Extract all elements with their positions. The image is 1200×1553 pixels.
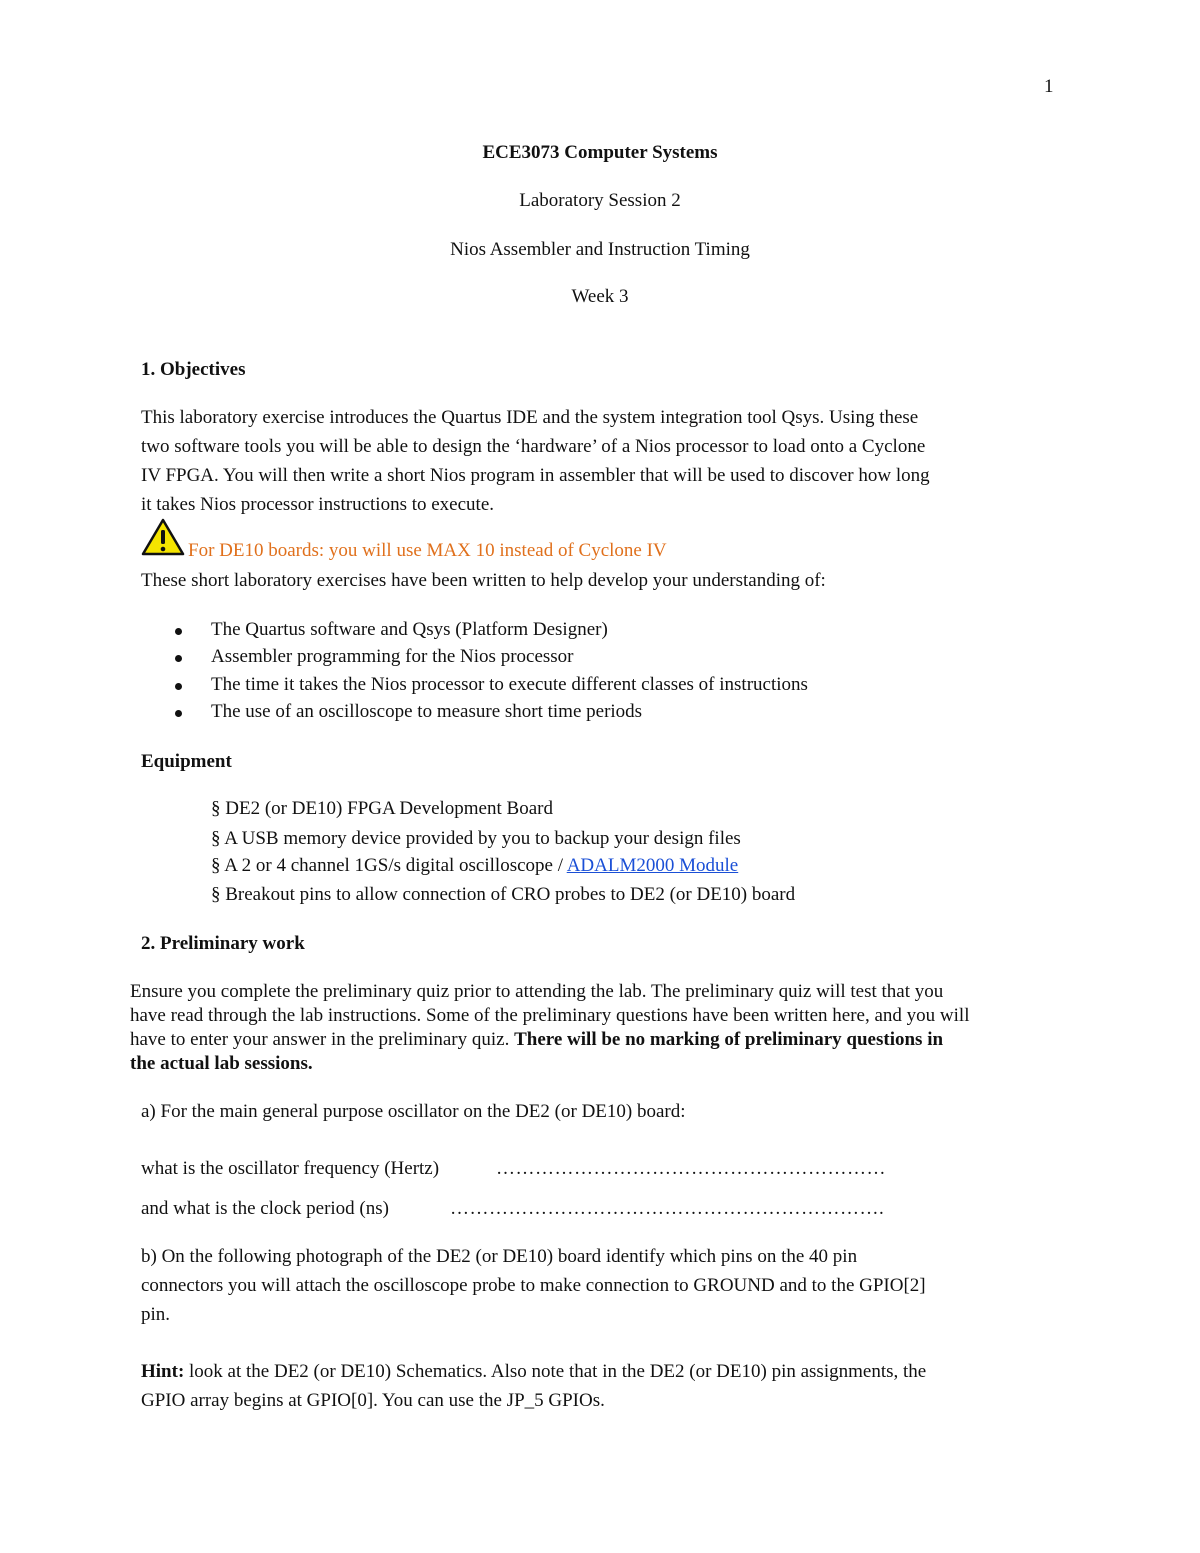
list-item: The time it takes the Nios processor to execute different classes of instructions xyxy=(211,674,808,695)
period-label: and what is the clock period (ns) xyxy=(141,1198,389,1219)
week-label: Week 3 xyxy=(571,286,629,307)
preliminary-bold-note-2: the actual lab sessions. xyxy=(130,1053,313,1074)
preliminary-line-3 xyxy=(130,1029,943,1051)
list-item: The Quartus software and Qsys (Platform Designer) xyxy=(211,619,608,640)
bullet-dot xyxy=(175,683,182,690)
preliminary-bold-note: There will be no marking of preliminary questions in xyxy=(514,1029,944,1050)
hint-text-1: look at the DE2 (or DE10) Schematics. Also note that in the DE2 (or DE10) pin assignments, the xyxy=(184,1361,927,1382)
equipment-item xyxy=(211,855,738,877)
session-title: Laboratory Session 2 xyxy=(519,190,681,211)
question-b-line-3: pin. xyxy=(141,1304,171,1325)
equipment-item: § Breakout pins to allow connection of CRO probes to DE2 (or DE10) board xyxy=(211,884,796,905)
hint-label: Hint: xyxy=(141,1361,185,1382)
bullet-dot xyxy=(175,710,182,717)
preliminary-line-1: Ensure you complete the preliminary quiz prior to attending the lab. The preliminary quiz will test that you xyxy=(130,981,944,1002)
preliminary-line-2: have read through the lab instructions. Some of the preliminary questions have been written here, and you will xyxy=(130,1005,970,1026)
question-a: a) For the main general purpose oscillator on the DE2 (or DE10) board: xyxy=(141,1101,686,1122)
objectives-intro: These short laboratory exercises have been written to help develop your understanding of: xyxy=(141,570,826,591)
page-number: 1 xyxy=(1044,76,1054,97)
course-title: ECE3073 Computer Systems xyxy=(482,142,718,163)
bullet-dot xyxy=(175,628,182,635)
objectives-line-2: two software tools you will be able to design the ‘hardware’ of a Nios processor to load onto a Cyclone xyxy=(141,436,926,457)
preliminary-line-3-text: have to enter your answer in the preliminary quiz. xyxy=(130,1029,515,1050)
objectives-heading: 1. Objectives xyxy=(141,359,246,380)
hint-line-2: GPIO array begins at GPIO[0]. You can use the JP_5 GPIOs. xyxy=(141,1390,605,1411)
topic-title: Nios Assembler and Instruction Timing xyxy=(450,239,750,260)
adalm2000-link[interactable]: ADALM2000 Module xyxy=(566,855,739,876)
objectives-line-1: This laboratory exercise introduces the Quartus IDE and the system integration tool Qsys. Using these xyxy=(141,407,919,428)
list-item: The use of an oscilloscope to measure short time periods xyxy=(211,701,643,722)
period-answer-blank[interactable]: …………………………………………………………. xyxy=(450,1198,885,1219)
equipment-item-text: § A 2 or 4 channel 1GS/s digital oscilloscope / xyxy=(211,855,567,876)
warning-icon xyxy=(140,517,186,557)
question-b-line-2: connectors you will attach the oscilloscope probe to make connection to GROUND and to the GPIO[2] xyxy=(141,1275,926,1296)
equipment-item: § A USB memory device provided by you to backup your design files xyxy=(211,828,741,849)
bullet-dot xyxy=(175,655,182,662)
frequency-answer-blank[interactable]: …………………………………………………… xyxy=(496,1158,886,1179)
question-b-line-1: b) On the following photograph of the DE2 (or DE10) board identify which pins on the 40 pin xyxy=(141,1246,858,1267)
preliminary-heading: 2. Preliminary work xyxy=(141,933,305,954)
objectives-line-4: it takes Nios processor instructions to execute. xyxy=(141,494,495,515)
frequency-label: what is the oscillator frequency (Hertz) xyxy=(141,1158,440,1179)
hint-line-1 xyxy=(141,1361,926,1383)
objectives-line-3: IV FPGA. You will then write a short Nios program in assembler that will be used to discover how long xyxy=(141,465,930,486)
list-item: Assembler programming for the Nios processor xyxy=(211,646,574,667)
warning-text: For DE10 boards: you will use MAX 10 instead of Cyclone IV xyxy=(188,540,667,561)
equipment-heading: Equipment xyxy=(141,751,232,772)
equipment-item: § DE2 (or DE10) FPGA Development Board xyxy=(211,798,553,819)
